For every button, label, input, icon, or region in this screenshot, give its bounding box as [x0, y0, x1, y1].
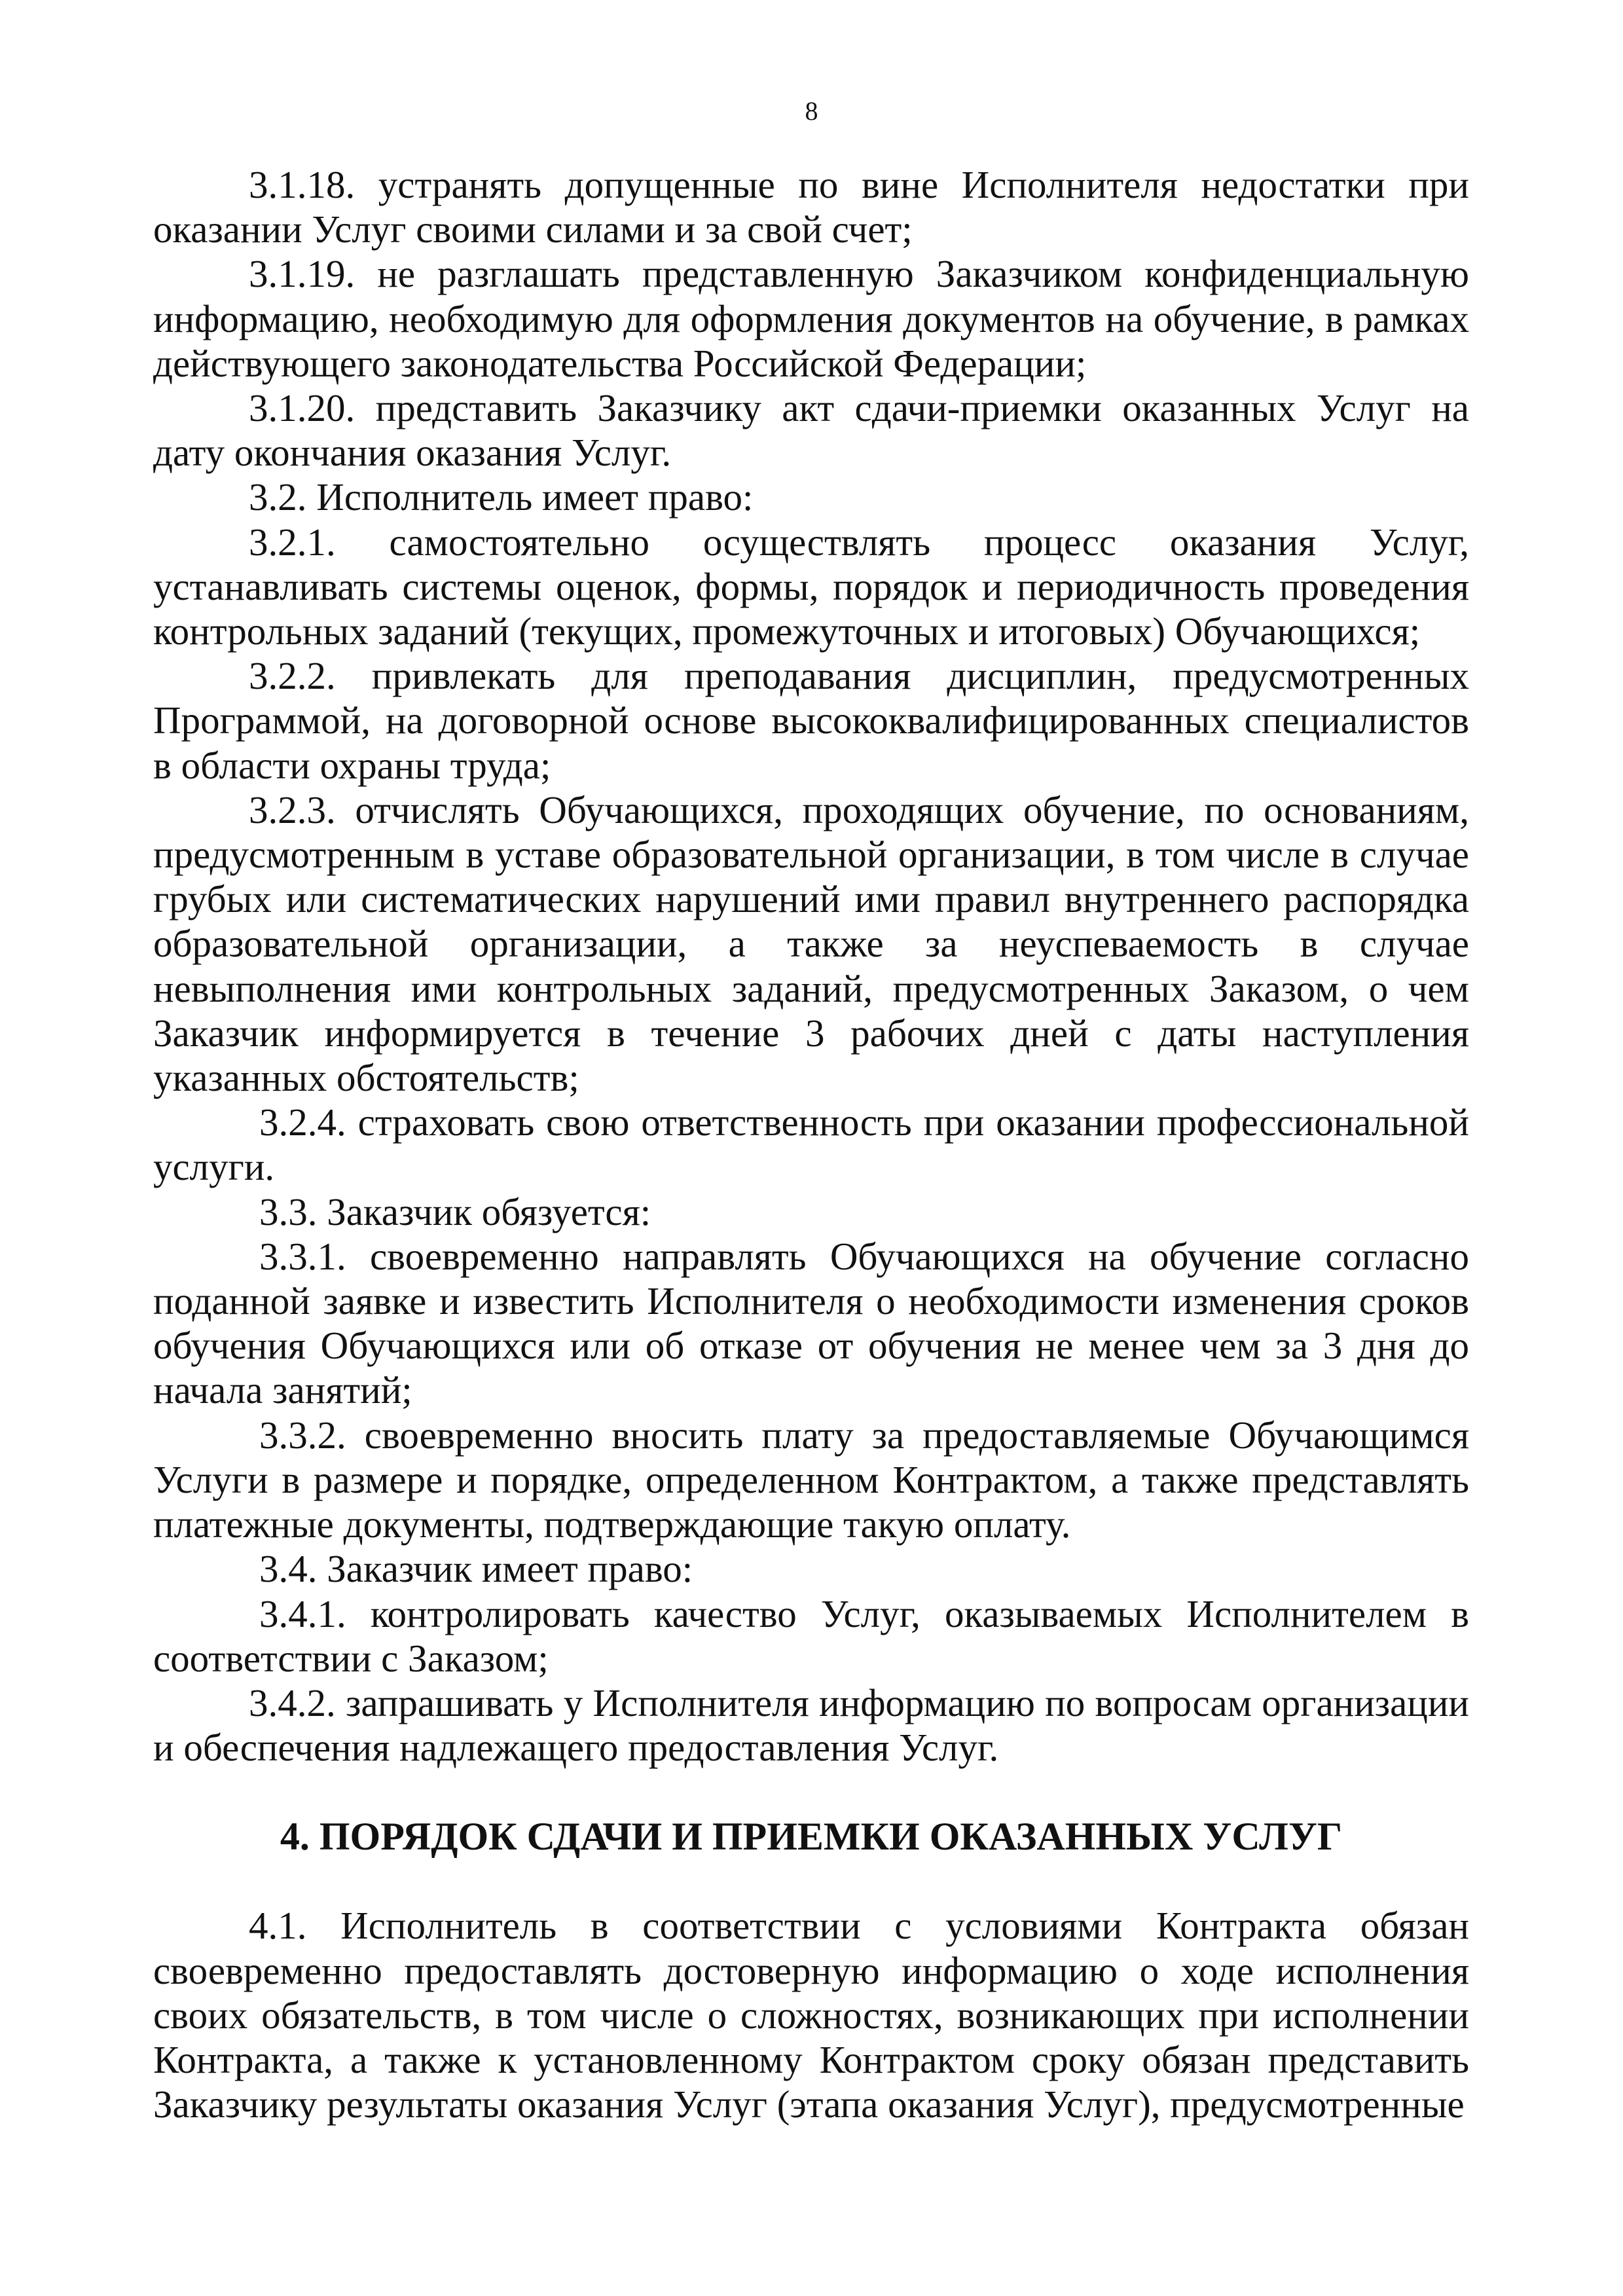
clause-3-2-4: 3.2.4. страховать свою ответственность при оказании профессиональной услуги. [153, 1101, 1469, 1189]
clause-3-3-2: 3.3.2. своевременно вносить плату за предоставляемые Обучающимся Услуги в размере и порядке, определенном Контрактом, а также представлять платежные документы, подтверждающие такую оплату. [153, 1413, 1469, 1546]
clause-3-3-1: 3.3.1. своевременно направлять Обучающихся на обучение согласно поданной заявке и известить Исполнителя о необходимости изменения сроков обучения Обучающихся или об отказе от обучения не менее чем за 3 дня до начала занятий; [153, 1234, 1469, 1412]
clause-3-2-1: 3.2.1. самостоятельно осуществлять процесс оказания Услуг, устанавливать системы оценок, формы, порядок и периодичность проведения контрольных заданий (текущих, промежуточных и итоговых) Обучающихся; [153, 520, 1469, 653]
clause-3-1-18: 3.1.18. устранять допущенные по вине Исполнителя недостатки при оказании Услуг своими силами и за свой счет; [153, 163, 1469, 251]
clause-3-1-19: 3.1.19. не разглашать представленную Заказчиком конфиденциальную информацию, необходимую для оформления документов на обучение, в рамках действующего законодательства Российской Федерации; [153, 252, 1469, 385]
clause-3-4-1: 3.4.1. контролировать качество Услуг, оказываемых Исполнителем в соответствии с Заказом; [153, 1592, 1469, 1680]
clause-3-4-2: 3.4.2. запрашивать у Исполнителя информацию по вопросам организации и обеспечения надлежащего предоставления Услуг. [153, 1681, 1469, 1770]
clause-3-2-2: 3.2.2. привлекать для преподавания дисциплин, предусмотренных Программой, на договорной основе высококвалифицированных специалистов в области охраны труда; [153, 654, 1469, 787]
section-heading: 4. ПОРЯДОК СДАЧИ И ПРИЕМКИ ОКАЗАННЫХ УСЛУГ [280, 1815, 1343, 1859]
document-body [153, 162, 1469, 2126]
clause-3-3: 3.3. Заказчик обязуется: [259, 1190, 651, 1233]
clause-3-2: 3.2. Исполнитель имеет право: [249, 475, 754, 519]
clause-3-1-20: 3.1.20. представить Заказчику акт сдачи-приемки оказанных Услуг на дату окончания оказания Услуг. [153, 386, 1469, 475]
page-number: 8 [805, 96, 818, 126]
clause-3-2-3: 3.2.3. отчислять Обучающихся, проходящих обучение, по основаниям, предусмотренным в уставе образовательной организации, в том числе в случае грубых или систематических нарушений ими правил внутреннего распорядка образовательной организации, а также за неуспеваемость в случае невыполнения ими контрольных заданий, предусмотренных Заказом, о чем Заказчик информируется в течение 3 рабочих дней с даты наступления указанных обстоятельств; [153, 788, 1469, 1100]
clause-3-4: 3.4. Заказчик имеет право: [259, 1547, 693, 1591]
clause-4-1: 4.1. Исполнитель в соответствии с условиями Контракта обязан своевременно предоставлять достоверную информацию о ходе исполнения своих обязательств, в том числе о сложностях, возникающих при исполнении Контракта, а также к установленному Контрактом сроку обязан представить Заказчику результаты оказания Услуг (этапа оказания Услуг), предусмотренные [153, 1904, 1469, 2126]
